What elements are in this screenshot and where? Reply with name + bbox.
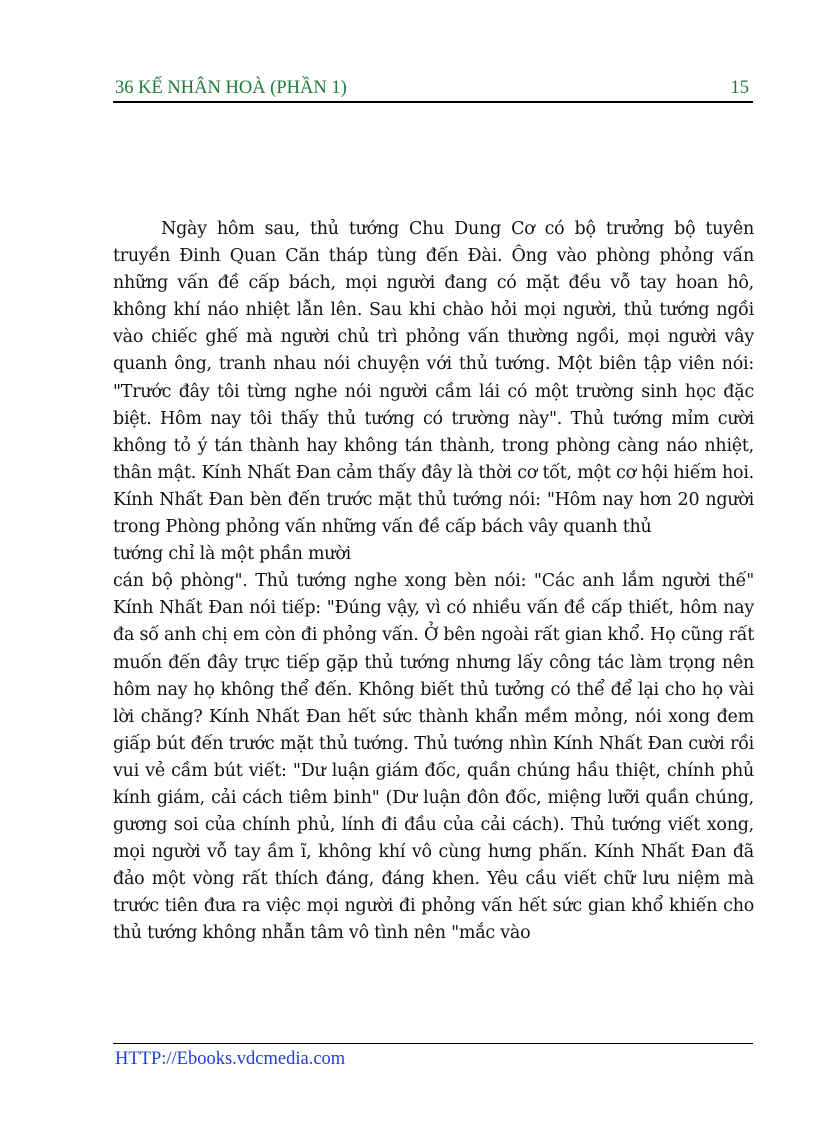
body-text [113, 216, 754, 948]
header-title: 36 KẾ NHÂN HOÀ (PHẦN 1) [115, 78, 347, 98]
page-header [113, 77, 753, 103]
page-number: 15 [730, 78, 749, 98]
paragraph-1: Ngày hôm sau, thủ tướng Chu Dung Cơ có bộ trưởng bộ tuyên truyền Đinh Quan Căn tháp tùng đến Đài. Ông vào phòng phỏng vấn những vấn đề cấp bách, mọi người đang có mặt đều vỗ tay hoan hô, không khí náo nhiệt lẫn lên. Sau khi chào hỏi mọi người, thủ tướng ngồi vào chiếc ghế mà người chủ trì phỏng vấn thường ngồi, mọi người vây quanh ông, tranh nhau nói chuyện với thủ tướng. Một biên tập viên nói: "Trước đây tôi từng nghe nói người cầm lái có một trường sinh học đặc biệt. Hôm nay tôi thấy thủ tướng có trường này". Thủ tướng mỉm cười không tỏ ý tán thành hay không tán thành, trong phòng càng náo nhiệt, thân mật. Kính Nhất Đan cảm thấy đây là thời cơ tốt, một cơ hội hiếm hoi. Kính Nhất Đan bèn đến trước mặt thủ tướng nói: "Hôm nay hơn 20 người trong Phòng phỏng vấn những vấn đề cấp bách vây quanh thủ [113, 219, 754, 538]
page-footer [113, 1043, 753, 1071]
paragraph-1-tail: tướng chỉ là một phần mười [113, 544, 351, 565]
paragraph-2: cán bộ phòng". Thủ tướng nghe xong bèn nói: "Các anh lắm người thế" Kính Nhất Đan nói tiếp: "Đúng vậy, vì có nhiều vấn đề cấp thiết, hôm nay đa số anh chị em còn đi phỏng vấn. Ở bên ngoài rất gian khổ. Họ cũng rất muốn đến đây trực tiếp gặp thủ tướng nhưng lấy công tác làm trọng nên hôm nay họ không thể đến. Không biết thủ tưởng có thể để lại cho họ vài lời chăng? Kính Nhất Đan hết sức thành khẩn mềm mỏng, nói xong đem giấp bút đến trước mặt thủ tướng. Thủ tướng nhìn Kính Nhất Đan cười rồi vui vẻ cầm bút viết: "Dư luận giám đốc, quần chúng hầu thiệt, chính phủ kính giám, cải cách tiêm binh" (Dư luận đôn đốc, miệng lưỡi quần chúng, gương soi của chính phủ, lính đi đầu của cải cách). Thủ tướng viết xong, mọi người vỗ tay ầm ĩ, không khí vô cùng hưng phấn. Kính Nhất Đan đã đảo một vòng rất thích đáng, đáng khen. Yêu cầu viết chữ lưu niệm mà trước tiên đưa ra việc mọi người đi phỏng vấn hết sức gian khổ khiến cho thủ tướng không nhẫn tâm vô tình nên "mắc vào [113, 571, 754, 944]
footer-link[interactable]: HTTP://Ebooks.vdcmedia.com [115, 1049, 346, 1069]
